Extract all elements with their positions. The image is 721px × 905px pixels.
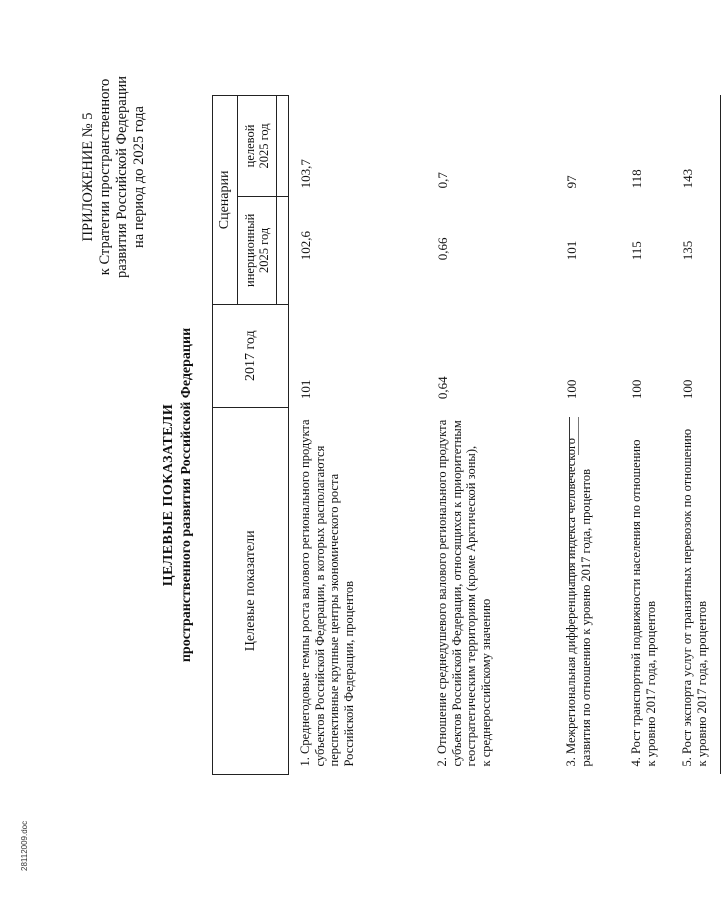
value-target: 143 [671,96,721,197]
indicator-cell [555,407,620,774]
indicator-cell [620,407,671,774]
table-row [555,96,620,775]
header-target-year: 2025 год [257,123,271,169]
value-inertial: 101 [564,240,579,261]
annex-line-3: на период до 2025 года [131,106,147,248]
indicator-line: 5. Рост экспорта услуг от транзитных перевозок по отношению [680,428,694,767]
value-2017: 0,64 [435,376,450,400]
value-2017: 100 [671,304,721,407]
indicator-line: 3. Межрегиональная дифференциация индекса человеческого [564,437,578,767]
annex-line-2: развития Российской Федерации [114,76,130,278]
value-2017: 101 [298,379,313,400]
header-target-name: целевой [243,124,257,168]
indicator-line: субъектов Российской Федерации, в которых располагаются [312,445,327,767]
value-target: 118 [629,169,644,189]
table-row [426,96,555,775]
indicator-cell [426,407,555,774]
header-year-2017: 2017 год [213,304,289,407]
document-title: ЦЕЛЕВЫЕ ПОКАЗАТЕЛИ [161,403,176,587]
value-2017: 100 [564,379,579,400]
value-2017: 100 [629,379,644,400]
indicator-line: 1. Среднегодовые темпы роста валового регионального продукта [298,419,312,767]
table-row [671,96,721,775]
end-divider-line [569,417,570,583]
header-inertial [238,196,277,304]
indicator-cell [289,407,427,774]
indicator-line: к уровню 2017 года, процентов [694,600,709,767]
value-inertial: 102,6 [298,231,313,261]
annex-title: ПРИЛОЖЕНИЕ № 5 [80,112,96,242]
indicator-line: к уровню 2017 года, процентов [643,600,658,767]
indicator-cell [671,407,721,774]
end-divider-line-short [578,417,579,455]
value-target: 0,7 [435,172,450,189]
document-heading [160,235,196,755]
indicator-line: субъектов Российской Федерации, относящихся к приоритетным [449,420,464,767]
annex-line-1: к Стратегии пространственного [97,78,113,276]
value-inertial: 0,66 [435,237,450,261]
header-spacer-inertial [277,196,289,304]
table-row [289,96,427,775]
indicator-line: Российской Федерации, процентов [341,580,356,767]
header-target [238,96,277,197]
indicator-line: к среднероссийскому значению [478,598,493,767]
annex-block [80,27,148,327]
document-file-id: 28112009.doc [20,820,29,871]
header-inertial-name: инерционный [243,213,257,287]
document-subtitle: пространственного развития Российской Федерации [179,327,194,663]
value-inertial: 135 [671,196,721,304]
indicator-line: 4. Рост транспортной подвижности населения по отношению [629,439,643,767]
indicator-line: развития по отношению к уровню 2017 года, процентов [578,469,593,767]
header-scenarios: Сценарии [213,96,238,305]
value-target: 97 [564,175,579,189]
indicator-line: 2. Отношение среднедушевого валового регионального продукта [435,419,449,767]
header-spacer-target [277,96,289,197]
value-target: 103,7 [298,159,313,189]
indicator-line: геостратегическим территориям (кроме Арктической зоны), [464,445,478,767]
table-row [620,96,671,775]
indicators-table [212,95,721,775]
header-indicators: Целевые показатели [213,407,289,774]
value-inertial: 115 [629,241,644,261]
indicator-line: перспективные крупные центры экономического роста [327,473,341,767]
header-inertial-year: 2025 год [257,227,271,273]
